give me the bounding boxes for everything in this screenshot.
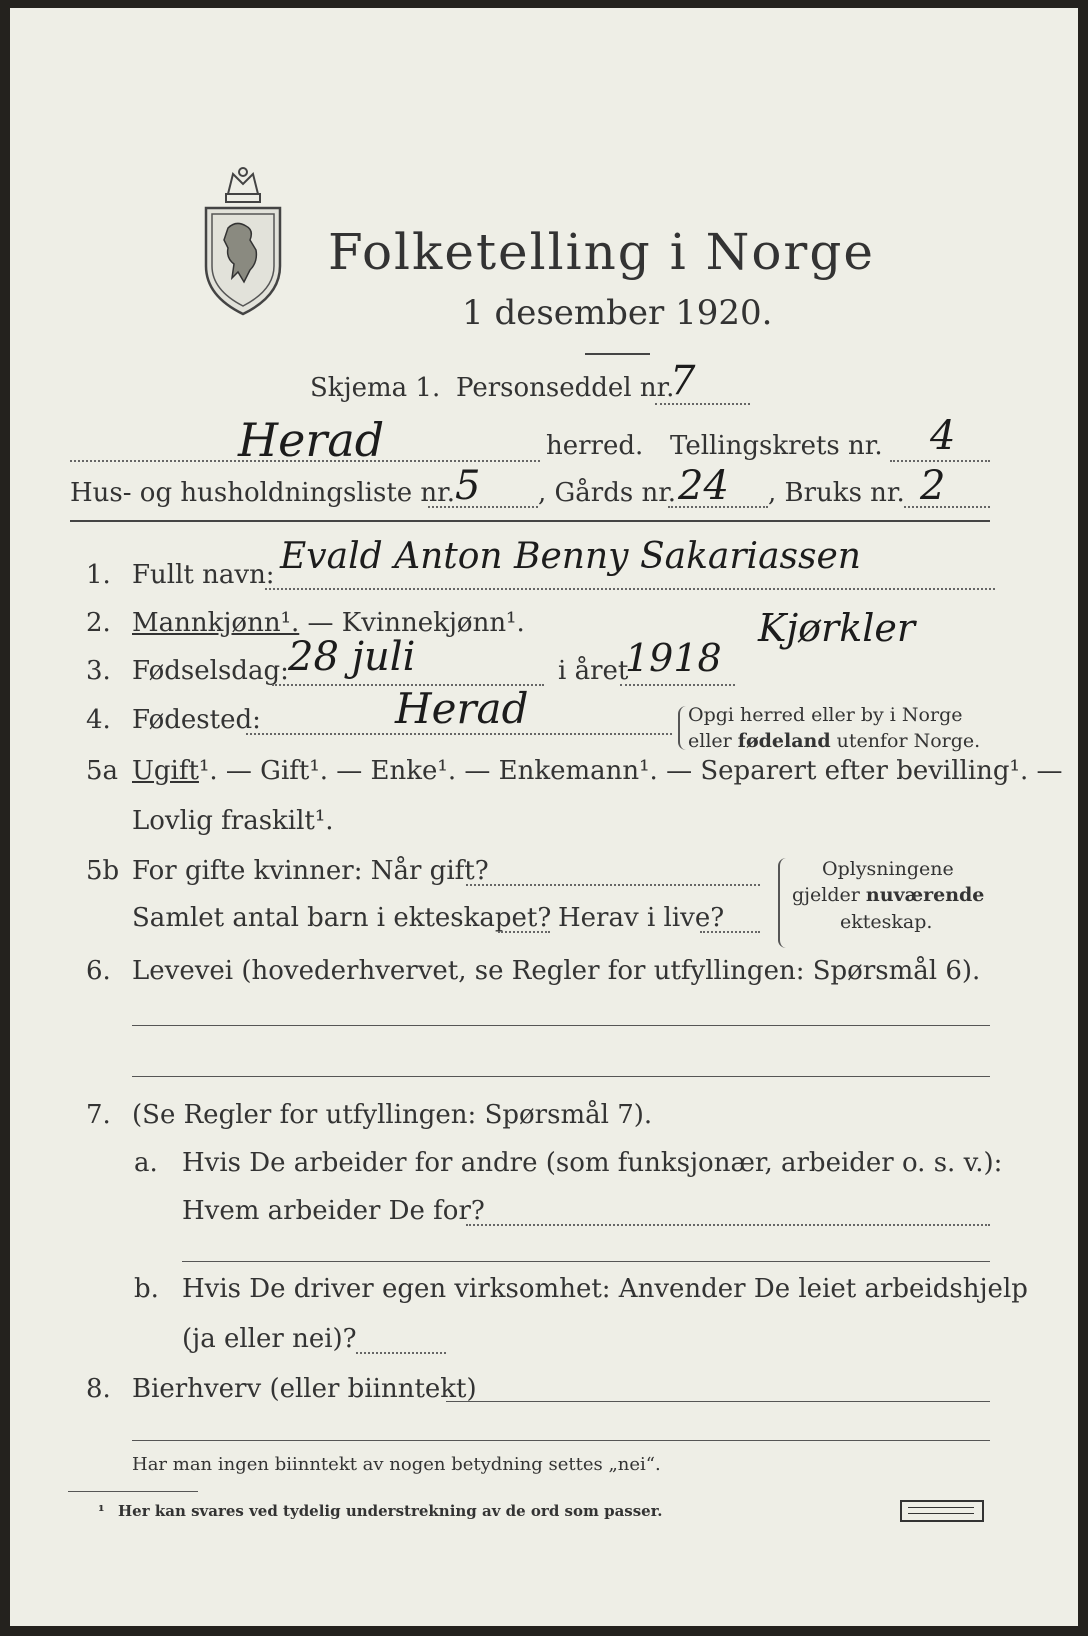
bruks-value[interactable]: 2 xyxy=(920,463,946,509)
coat-of-arms-icon xyxy=(198,166,288,316)
herred-label: herred. xyxy=(546,431,644,461)
tellingskrets-value[interactable]: 4 xyxy=(930,413,956,459)
q5a-options[interactable]: ¹. — Gift¹. — Enke¹. — Enkemann¹. — Separert efter bevilling¹. — xyxy=(198,756,1063,786)
herred-value[interactable]: Herad xyxy=(238,413,385,467)
printer-stamp-icon xyxy=(900,1500,984,1522)
q7a-text: Hvis De arbeider for andre (som funksjonær, arbeider o. s. v.): xyxy=(182,1148,1003,1178)
gards-label: , Gårds nr. xyxy=(538,478,677,508)
q4-brace xyxy=(678,706,686,750)
q8-answer-line[interactable] xyxy=(446,1401,990,1402)
q8-answer-line2[interactable] xyxy=(132,1440,990,1441)
gards-value[interactable]: 24 xyxy=(678,463,729,509)
q3-year-value[interactable]: 1918 xyxy=(625,636,722,680)
q5b-note1: Oplysningene xyxy=(822,858,954,880)
q7b-answer-line[interactable] xyxy=(356,1352,446,1354)
husliste-value[interactable]: 5 xyxy=(455,463,481,509)
census-form xyxy=(10,8,1078,1626)
q7a-answer-line[interactable] xyxy=(466,1224,990,1226)
q5b-number: 5b xyxy=(86,856,120,886)
q3-number: 3. xyxy=(86,656,111,686)
q6-answer-line2[interactable] xyxy=(132,1076,990,1077)
skjema-label: Skjema 1. xyxy=(310,373,441,403)
footer-note: Har man ingen biinntekt av nogen betydning settes „nei“. xyxy=(132,1454,661,1475)
q7a-answer-line2[interactable] xyxy=(182,1261,990,1262)
q6-answer-line1[interactable] xyxy=(132,1025,990,1026)
q2-number: 2. xyxy=(86,608,111,638)
footnote-mark: ¹ xyxy=(98,1502,105,1520)
husliste-label: Hus- og husholdningsliste nr. xyxy=(70,478,456,508)
footnote-rule xyxy=(68,1491,198,1492)
q1-label: Fullt navn: xyxy=(132,560,275,590)
bruks-label: , Bruks nr. xyxy=(768,478,905,508)
q5a-number: 5a xyxy=(86,756,119,786)
q4-value[interactable]: Herad xyxy=(395,684,529,733)
tellingskrets-label: Tellingskrets nr. xyxy=(670,431,883,461)
q8-number: 8. xyxy=(86,1374,111,1404)
q5b-label1: For gifte kvinner: Når gift? xyxy=(132,856,489,886)
footnote-text: Her kan svares ved tydelig understrekning av de ord som passer. xyxy=(118,1502,663,1520)
q5a-fraskilt[interactable]: Lovlig fraskilt¹. xyxy=(132,806,334,836)
q5a-text xyxy=(132,756,1063,786)
q5b-label2: Samlet antal barn i ekteskapet? xyxy=(132,903,552,933)
q4-note-line1: Opgi herred eller by i Norge xyxy=(688,704,963,726)
q7b-letter: b. xyxy=(134,1274,159,1304)
q6-label: Levevei (hovederhvervet, se Regler for utfyllingen: Spørsmål 6). xyxy=(132,956,981,986)
form-date: 1 desember 1920. xyxy=(462,293,773,333)
q4-note-line2: eller fødeland utenfor Norge. xyxy=(688,730,981,752)
personseddel-value[interactable]: 7 xyxy=(670,358,696,404)
q2-mannkjonn[interactable]: Mannkjønn¹. xyxy=(132,608,300,638)
q8-label: Bierhverv (eller biinntekt) xyxy=(132,1374,477,1404)
q5b-when-line xyxy=(466,884,760,886)
q1-name-value[interactable]: Evald Anton Benny Sakariassen xyxy=(280,536,861,577)
bruks-line xyxy=(904,506,990,508)
husliste-line xyxy=(428,506,538,508)
q7b-question: (ja eller nei)? xyxy=(182,1324,357,1354)
tellingskrets-line xyxy=(890,460,990,462)
q3-date-value[interactable]: 28 juli xyxy=(288,634,416,680)
header-rule xyxy=(70,520,990,522)
personseddel-label: Personseddel nr. xyxy=(456,373,675,403)
q5b-note3: ekteskap. xyxy=(840,911,933,933)
q3-label: Fødselsdag: xyxy=(132,656,289,686)
q7a-question: Hvem arbeider De for? xyxy=(182,1196,485,1226)
q4-label: Fødested: xyxy=(132,705,261,735)
q2-kvinnekjonn[interactable]: Kvinnekjønn¹. xyxy=(341,608,525,638)
form-title: Folketelling i Norge xyxy=(328,223,875,281)
q5a-ugift[interactable]: Ugift xyxy=(132,756,199,786)
q5b-children-line xyxy=(498,931,550,933)
q3-year-label: i året xyxy=(558,656,629,686)
q4-number: 4. xyxy=(86,705,111,735)
q7b-text: Hvis De driver egen virksomhet: Anvender De leiet arbeidshjelp xyxy=(182,1274,1028,1304)
q6-number: 6. xyxy=(86,956,111,986)
q4-line xyxy=(246,733,672,735)
q3-year-line xyxy=(620,684,735,686)
q1-line xyxy=(265,588,995,590)
q1-number: 1. xyxy=(86,560,111,590)
q1-name-extra[interactable]: Kjørkler xyxy=(758,606,916,650)
q7-label: (Se Regler for utfyllingen: Spørsmål 7). xyxy=(132,1100,653,1130)
q5b-label3: Herav i live? xyxy=(558,903,725,933)
q7a-letter: a. xyxy=(134,1148,158,1178)
q7-number: 7. xyxy=(86,1100,111,1130)
title-divider xyxy=(585,353,650,355)
q2-text: Mannkjønn¹. — Kvinnekjønn¹. xyxy=(132,608,525,638)
q5b-alive-line xyxy=(700,931,760,933)
q5b-brace xyxy=(778,858,788,948)
q5b-note2: gjelder nuværende xyxy=(792,884,985,906)
